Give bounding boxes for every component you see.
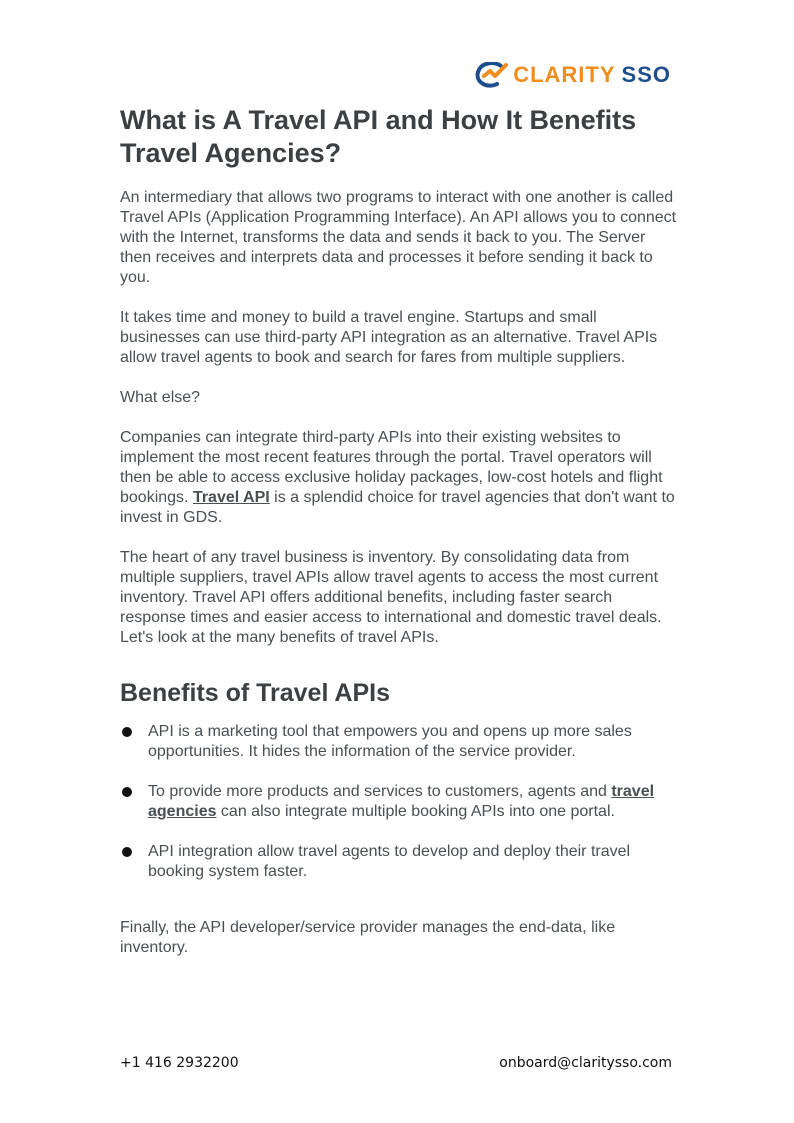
bullet-icon — [122, 787, 132, 797]
list-item-text-1: To provide more products and services to customers, agents and — [148, 783, 612, 800]
paragraph-travel-engine: It takes time and money to build a travel engine. Startups and small businesses can use third-party API integration as an alternative. Travel APIs allow travel agents to book and search for fares from multiple suppliers. — [120, 309, 658, 366]
paragraph-what-else: What else? — [120, 389, 201, 406]
list-item — [120, 842, 680, 882]
paragraph-integration-text-1: Companies can integrate third-party APIs into their existing websites to implement the most recent features through the portal. Travel operators will then be able to access exclusive holiday packages, low-cost hotels and flight bookings. — [120, 429, 663, 506]
list-item — [120, 722, 680, 762]
logo-word-sso: SSO — [621, 62, 671, 87]
paragraph-closing: Finally, the API developer/service provider manages the end-data, like inventory. — [120, 919, 616, 956]
paragraph-inventory: The heart of any travel business is inventory. By consolidating data from multiple suppliers, travel APIs allow travel agents to access the most current inventory. Travel API offers additional benefits, including faster search response times and easier access to international and domestic travel deals. Let's look at the many benefits of travel APIs. — [120, 549, 662, 646]
list-item-text-2: can also integrate multiple booking APIs into one portal. — [216, 803, 615, 820]
logo-text — [513, 64, 671, 86]
article-title: What is A Travel API and How It Benefits Travel Agencies? — [120, 105, 637, 168]
section-heading-benefits: Benefits of Travel APIs — [120, 679, 390, 707]
page-footer — [120, 1055, 672, 1071]
benefits-list — [120, 722, 680, 882]
bullet-icon — [122, 847, 132, 857]
travel-agencies-link[interactable]: travel agencies — [148, 783, 655, 820]
clarity-sso-logo — [475, 62, 671, 88]
footer-phone: +1 416 2932200 — [120, 1055, 239, 1071]
list-item-text: API is a marketing tool that empowers you and opens up more sales opportunities. It hides the information of the service provider. — [148, 723, 632, 760]
paragraph-integration-text-2: is a splendid choice for travel agencies that don't want to invest in GDS. — [120, 489, 675, 526]
article-body — [120, 104, 680, 978]
paragraph-intro: An intermediary that allows two programs to interact with one another is called Travel APIs (Application Programming Interface). An API allows you to connect with the Internet, transforms the data and sends it back to you. The Server then receives and interprets data and processes it before sending it back to you. — [120, 189, 677, 286]
bullet-icon — [122, 727, 132, 737]
list-item-text: API integration allow travel agents to develop and deploy their travel booking system faster. — [148, 843, 631, 880]
footer-email: onboard@claritysso.com — [499, 1055, 672, 1071]
logo-word-clarity: CLARITY — [513, 62, 616, 87]
paragraph-integration — [120, 428, 680, 528]
list-item — [120, 782, 680, 822]
clarity-logo-icon — [475, 62, 509, 88]
travel-api-link[interactable]: Travel API — [192, 489, 270, 506]
